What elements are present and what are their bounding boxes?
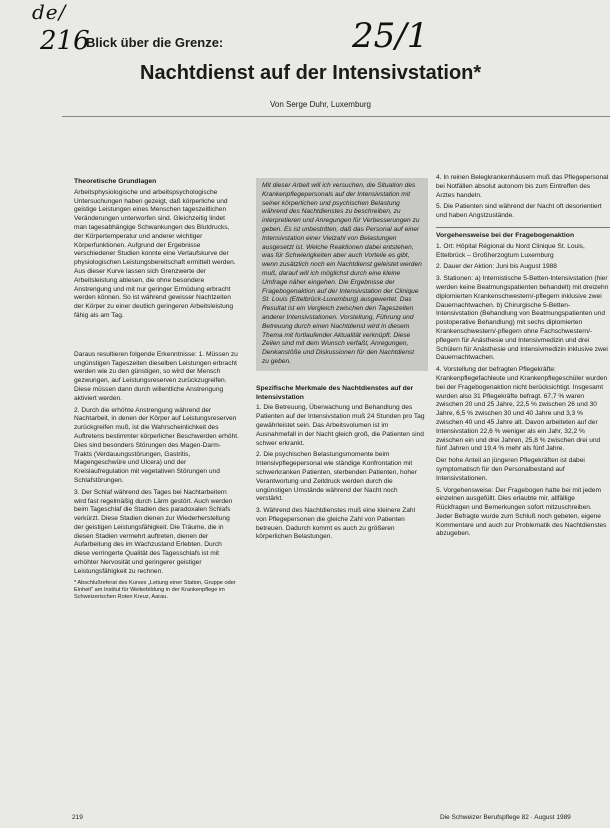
handwritten-reference: 25/1 [352, 16, 429, 56]
column-right [436, 174, 610, 542]
paragraph: 5. Die Patienten sind während der Nacht oft desorientiert und haben Angstzustände. [436, 203, 602, 220]
paragraph: Daraus resultieren folgende Erkenntnisse: 1. Müssen zu ungünstigen Tageszeiten dieselben Leistungen erbracht werden wie zu den günstigen, so wird der Mensch gezwungen, auf Leistungsreserven zurückzugreifen. Diese müssen dann durch willentliche Anstrengung aktiviert werden. [74, 350, 238, 402]
paragraph: Arbeitsphysiologische und arbeitspsychologische Untersuchungen haben gezeigt, daß körperliche und geistige Leistungen eines Menschen tageszeitlichen Veränderungen unterworfen sind. Gleichzeitig lindet man tagesabhängige Schwankungen des Blutdrucks, der Körpertemperatur und anderer wichtiger Körperfunktionen. Aufgrund der Ergebnisse verschiedener Studien konnte eine Verlaufskurve der physiologischen Leistungsbereitschaft ermittelt werden. Aus dieser Kurve lassen sich Grenzwerte der Arbeitsleistung ablesen, die ohne besondere Anstrengung und mit nur geringer Ermüdung erbracht werden können. So ist während gewisser Nachtzeiten der Körper zu einer deutlich geringeren Arbeitsleistung fähig als am Tag. [74, 188, 236, 319]
footnote: * Abschlußreferat des Kurses „Leitung einer Station, Gruppe oder Einheit" am Institut für Weiterbildung in der Krankenpflege im Schweizerischen Roten Kreuz, Aarau. [74, 579, 236, 600]
column-middle [256, 178, 426, 545]
paragraph: 3. Während des Nachtdienstes muß eine kleinere Zahl von Pflegepersonen die gleiche Zahl von Patienten betreuen. Dadurch kommt es auch zu größeren körperlichen Belastungen. [256, 507, 416, 541]
page-number: 219 [72, 814, 83, 821]
column-left [74, 178, 239, 604]
handwritten-note-top: de/ [32, 0, 67, 24]
header-divider [62, 116, 610, 117]
paragraph: 1. Die Betreuung, Überwachung und Behandlung des Patienten auf der Intensivstation muß 24 Stunden pro Tag gewährleistet sein. Das Arbeitsvolumen ist im Ausnahmefall in der Nacht gleich groß, die Patienten sind schwer erkrankt. [256, 404, 425, 447]
paragraph: 2. Durch die erhöhte Anstrengung während der Nachtarbeit, in denen der Körper auf Leistungsreserven zurückgreifen muß, ist die Wahrscheinlichkeit des Auftretens bestimmter körperlicher Beschwerden erhöht. Dies sind besonders Störungen des Magen-Darm-Trakts (Verdauungsstörungen, Gastritis, Magengeschwüre und Ulcera) und der Kreislaufregulation mit vegetativen Störungen und Schlafstörungen. [74, 406, 239, 484]
heading-specific: Spezifische Merkmale des Nachtdienstes auf der Intensivstation [256, 384, 414, 401]
paragraph: 2. Die psychischen Belastungsmomente beim Intensivpflegepersonal wie ständige Konfrontation mit schwerkranken Patienten, sterbenden Patienten, hoher Verantwortung und Zeitdruck werden durch die ungünstigen Umstände während der Nacht noch verstärkt. [256, 451, 417, 503]
article-title: Nachtdienst auf der Intensivstation* [140, 62, 482, 84]
paragraph: 4. In reinen Belegkrankenhäusern muß das Pflegepersonal bei Notfällen absolut autonom bis zum Eintreffen des Arztes handeln. [436, 174, 609, 199]
list-item: 4. Vorstellung der befragten Pflegekräfte: Krankenpflegefachleute und Krankenpflegeschüler wurden bei der Fragebogenaktion nicht berücksichtigt. Insgesamt wurden also 31 Pflegekräfte befragt. 67,7 % waren zwischen 20 und 25 Jahre, 22,5 % zwischen 26 und 30 Jahre, 6,5 % zwischen 30 und 40 Jahre und 3,3 % zwischen 40 und 45 Jahre alt. Davon arbeiteten auf der Intensivstation 22,6 % weniger als ein Jahr, 32,2 % zwischen ein und drei Jahren, 25,8 % zwischen drei und fünf Jahren und 19,4 % mehr als fünf Jahre. [436, 366, 608, 453]
list-item: Der hohe Anteil an jüngeren Pflegekräften ist dabei symptomatisch für den Personalbestand auf Intensivstationen. [436, 457, 585, 482]
handwritten-page-number: 216 [40, 26, 90, 56]
article-author: Von Serge Duhr, Luxemburg [270, 100, 371, 109]
list-item: 1. Ort: Hôpital Régional du Nord Clinique St. Louis, Ettelbrück – Großherzogtum Luxemburg [436, 242, 585, 259]
abstract-box: Mit dieser Arbeit will ich versuchen, die Situation des Krankenpflegepersonals auf der Intensivstation mit seiner körperlichen und psychischen Belastung während des Nachtdienstes zu beschreiben, zu interpretieren und Anregungen für Verbesserungen zu geben. Es ist unbestritten, daß das Personal auf einer Intensivstation einer Vielzahl von Belastungen ausgesetzt ist. Welche Reaktionen dabei entstehen, was für Schwierigkeiten aber auch Vorteile es gibt, wenn zusätzlich noch ein Nachtdienst geleistet werden muß, darauf will ich möglichst durch eine kleine Umfrage näher eingehen. Die Ergebnisse der Fragebogenaktion auf der Intensivstation der Clinique St. Louis (Ettelbrück-Luxemburg) ausgewertet. Das Resultat ist ein Vergleich zwischen den Tageszeiten anderer Intensivstationen. Vorstellung, Führung und Betreuung durch einen Nachtdienst wird in diesem Thema mit fortlaufender Aktualität verknüpft. Diese Zeilen sind mit dem Wunsch verfaßt, Anregungen, Denkanstöße und Diskussionen für den Nachtdienst zu geben. [256, 178, 428, 371]
heading-theoretical: Theoretische Grundlagen [74, 178, 157, 185]
list-item: 2. Dauer der Aktion: Juni bis August 1988 [436, 263, 557, 271]
journal-name: Die Schweizer Berufspflege 82 · August 1989 [440, 814, 571, 821]
list-item: 5. Vorgehensweise: Der Fragebogen hatte bei mit jedem einzelnen ausgefüllt. Dies erlaubte mir, allfällige Rückfragen und Bemerkungen sofort mitzuschreiben. Jeder Befragte wurde zum Schluß noch gebeten, eigene Kommentare und auch zur Problematik des Nachtdienstes abzugeben. [436, 486, 607, 538]
paragraph: 3. Der Schlaf während des Tages bei Nachtarbeitern wird fast regelmäßig durch Lärm gestört. Auch werden beim Tageschlaf die Stadien des paradoxalen Schlafs verkürzt. Diese Stadien dienen zur Wiederherstellung der geistigen Leistungsfähigkeit. Die Träume, die in diesen Stadien vermehrt auftreten, dienen der Aufarbeitung des im Wachzustand Erlebten. Durch diese verringerte Qualität des Tagesschlafs ist mit erhöhter Nervosität und geringerer geistiger Leistungsfähigkeit zu rechnen. [74, 488, 233, 575]
section-kicker: Blick über die Grenze: [86, 35, 224, 50]
heading-procedure: Vorgehensweise bei der Fragebogenaktion [436, 231, 575, 239]
list-item: 3. Stationen: a) Internistische 5-Betten-Intensivstation (hier werden keine Beatmungspatienten behandelt) mit dreizehn diplomierten Krankenschwestern/-pflegern inklusive zwei Dauernachtwachen. b) Chirurgische 5-Betten-Intensivstation (Behandlung von Beatmungspatienten und postoperative Behandlung) mit sechs diplomierten Krankenschwestern/-pflegern ohne Fachschwestern/-pflegern für Anästhesie und Intensivmedizin und drei Schülern für Anästhesie und Intensivmedizin inklusive zwei Dauernachtwachen. [436, 275, 609, 362]
